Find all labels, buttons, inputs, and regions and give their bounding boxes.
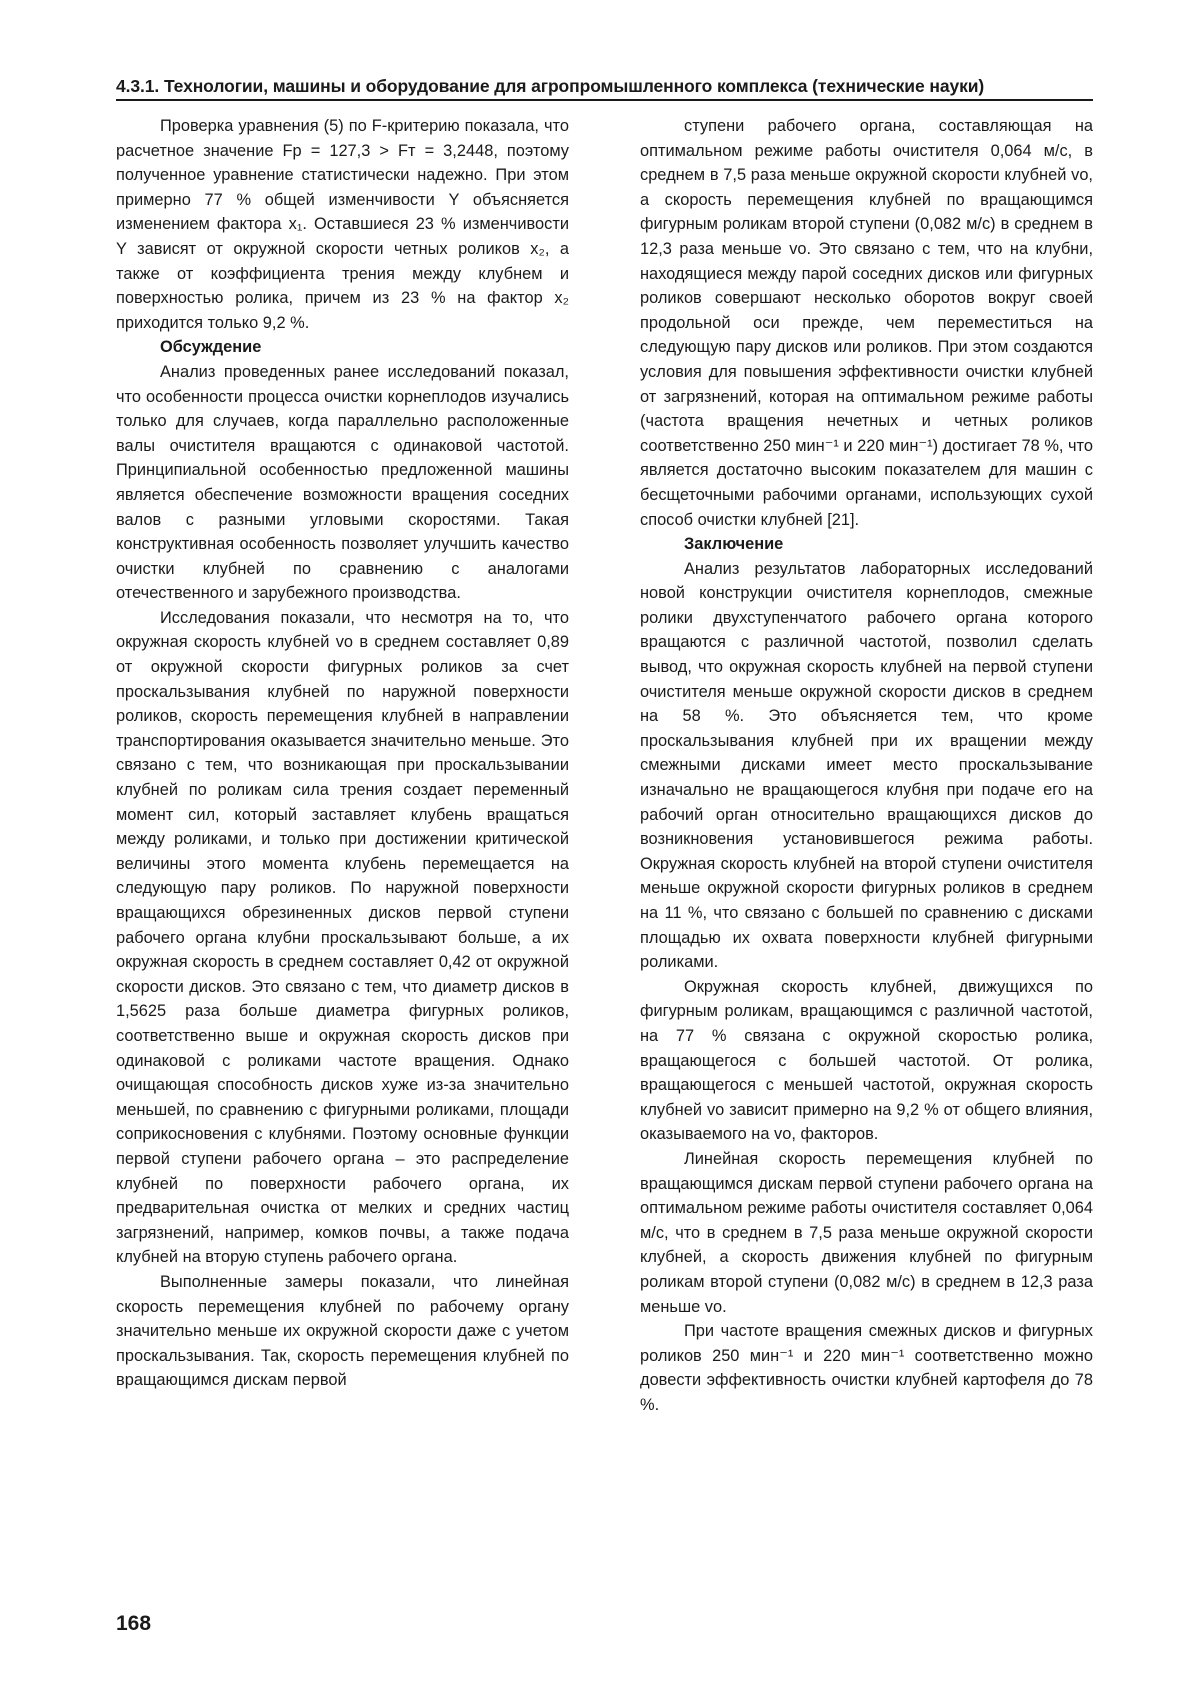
running-header: 4.3.1. Технологии, машины и оборудование для агропромышленного комплекса (технические науки) bbox=[116, 76, 1093, 97]
paragraph-conclusion-3: Линейная скорость перемещения клубней по вращающимся дискам первой ступени рабочего органа на оптимальном режиме работы очистителя составляет 0,064 м/с, что в среднем в 7,5 раза меньше окружной скорости клубней, а скорость движения клубней по фигурным роликам второй ступени (0,082 м/с) в среднем в 12,3 раза меньше vо. bbox=[640, 1147, 1093, 1319]
heading-discussion: Обсуждение bbox=[116, 335, 569, 360]
paragraph-conclusion-2: Окружная скорость клубней, движущихся по фигурным роликам, вращающимся с различной частотой, на 77 % связана с окружной скоростью ролика, вращающегося с большей частотой. От ролика, вращающегося с меньшей частотой, окружная скорость клубней vо зависит примерно на 9,2 % от общего влияния, оказываемого на vо, факторов. bbox=[640, 975, 1093, 1147]
paragraph-conclusion-1: Анализ результатов лабораторных исследований новой конструкции очистителя корнеплодов, смежные ролики двухступенчатого рабочего органа которого вращаются с различной частотой, позволил сделать вывод, что окружная скорость клубней на первой ступени очистителя меньше окружной скорости дисков в среднем на 58 %. Это объясняется тем, что кроме проскальзывания клубней при их вращении между смежными дисками имеет место проскальзывание изначально не вращающегося клубня при подаче его на рабочий орган относительно вращающихся дисков до возникновения установившегося режима работы. Окружная скорость клубней на второй ступени очистителя меньше окружной скорости фигурных роликов в среднем на 11 %, что связано с большей по сравнению с дисками площадью их охвата поверхности клубней фигурными роликами. bbox=[640, 557, 1093, 975]
paragraph-research-findings: Исследования показали, что несмотря на то, что окружная скорость клубней vо в среднем составляет 0,89 от окружной скорости фигурных роликов за счет проскальзывания клубней по наружной поверхности роликов, скорость перемещения клубней в направлении транспортирования оказывается значительно меньше. Это связано с тем, что возникающая при проскальзывании клубней по роликам сила трения создает переменный момент сил, который заставляет клубень вращаться между роликами, и только при достижении критической величины этого момента клубень перемещается на следующую пару роликов. По наружной поверхности вращающихся обрезиненных дисков первой ступени рабочего органа клубни проскальзывают больше, а их окружная скорость в среднем составляет 0,42 от окружной скорости дисков. Это связано с тем, что диаметр дисков в 1,5625 раза больше диаметра фигурных роликов, соответственно выше и окружная скорость дисков при одинаковой с роликами частоте вращения. Однако очищающая способность дисков хуже из-за значительно меньшей, по сравнению с фигурными роликами, площади соприкосновения с клубнями. Поэтому основные функции первой ступени рабочего органа – это распределение клубней по поверхности рабочего органа, их предварительная очистка от мелких и средних частиц загрязнений, например, комков почвы, а также подача клубней на вторую ступень рабочего органа. bbox=[116, 606, 569, 1270]
header-divider bbox=[116, 99, 1093, 101]
paragraph-conclusion-4: При частоте вращения смежных дисков и фигурных роликов 250 мин⁻¹ и 220 мин⁻¹ соответственно можно довести эффективность очистки клубней картофеля до 78 %. bbox=[640, 1319, 1093, 1417]
right-column bbox=[640, 114, 1093, 1417]
paragraph-continuation: ступени рабочего органа, составляющая на оптимальном режиме работы очистителя 0,064 м/с, в среднем в 7,5 раза меньше окружной скорости клубней vо, а скорость перемещения клубней по вращающимся фигурным роликам второй ступени (0,082 м/с) в среднем в 12,3 раза меньше vо. Это связано с тем, что на клубни, находящиеся между парой соседних дисков или фигурных роликов совершают несколько оборотов вокруг своей продольной оси прежде, чем переместиться на следующую пару дисков или роликов. При этом создаются условия для повышения эффективности очистки клубней от загрязнений, которая на оптимальном режиме работы (частота вращения нечетных и четных роликов соответственно 250 мин⁻¹ и 220 мин⁻¹) достигает 78 %, что является достаточно высоким показателем для машин с бесщеточными рабочими органами, использующих сухой способ очистки клубней [21]. bbox=[640, 114, 1093, 532]
paragraph-measurements: Выполненные замеры показали, что линейная скорость перемещения клубней по рабочему органу значительно меньше их окружной скорости даже с учетом проскальзывания. Так, скорость перемещения клубней по вращающимся дискам первой bbox=[116, 1270, 569, 1393]
heading-conclusion: Заключение bbox=[640, 532, 1093, 557]
left-column bbox=[116, 114, 569, 1393]
paragraph-f-test: Проверка уравнения (5) по F-критерию показала, что расчетное значение Fр = 127,3 > Fт = 3,2448, поэтому полученное уравнение статистически надежно. При этом примерно 77 % общей изменчивости Y объясняется изменением фактора x₁. Оставшиеся 23 % изменчивости Y зависят от окружной скорости четных роликов x₂, а также от коэффициента трения между клубнем и поверхностью ролика, причем из 23 % на фактор x₂ приходится только 9,2 %. bbox=[116, 114, 569, 335]
paragraph-prior-research: Анализ проведенных ранее исследований показал, что особенности процесса очистки корнеплодов изучались только для случаев, когда параллельно расположенные валы очистителя вращаются с одинаковой частотой. Принципиальной особенностью предложенной машины является обеспечение возможности вращения соседних валов с разными угловыми скоростями. Такая конструктивная особенность позволяет улучшить качество очистки клубней по сравнению с аналогами отечественного и зарубежного производства. bbox=[116, 360, 569, 606]
page-number: 168 bbox=[116, 1612, 151, 1636]
